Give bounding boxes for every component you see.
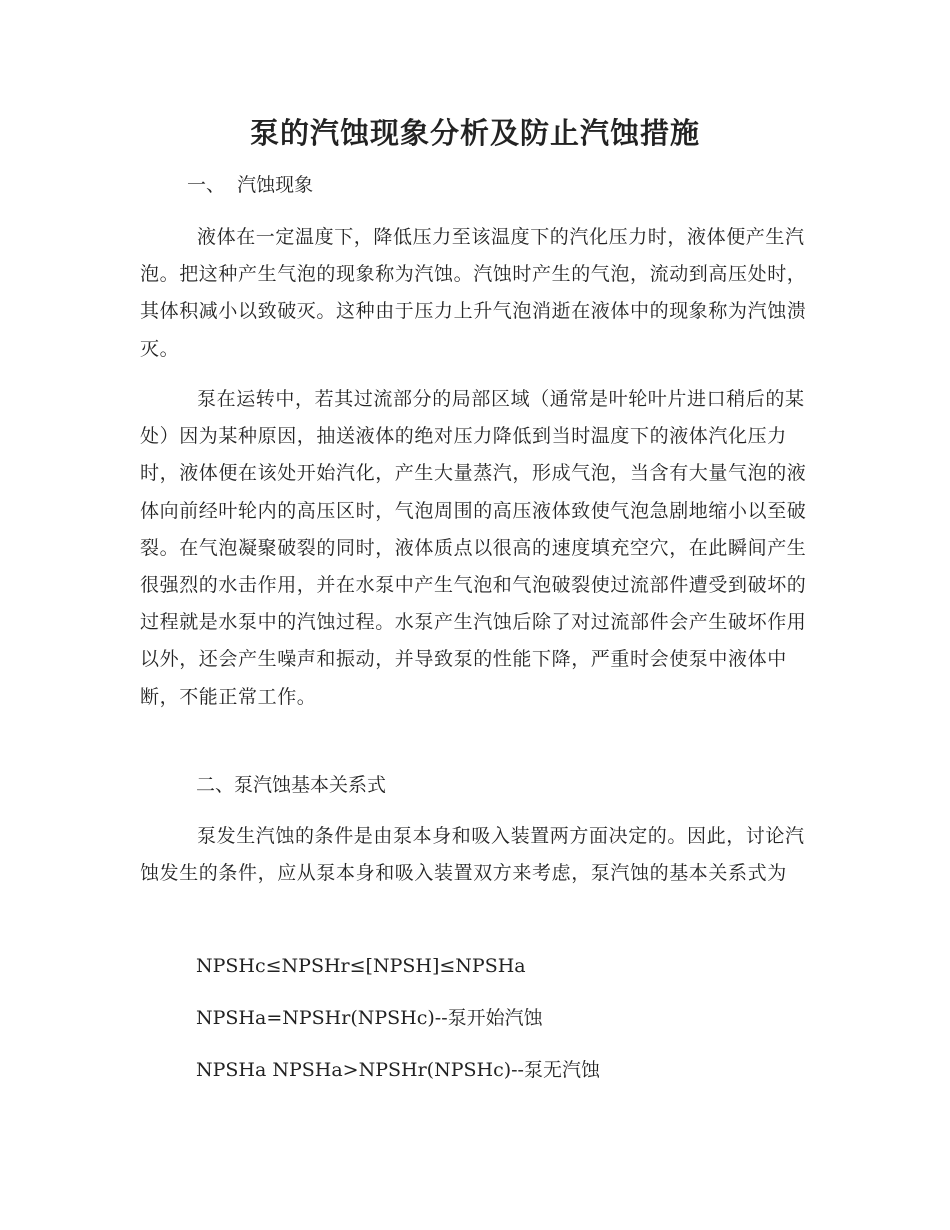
- formula-no-cavitation: NPSHa NPSHa>NPSHr(NPSHc)--泵无汽蚀: [196, 1059, 600, 1081]
- document-title: 泵的汽蚀现象分析及防止汽蚀措施: [249, 116, 700, 150]
- paragraph-cavitation-definition: 液体在一定温度下，降低压力至该温度下的汽化压力时，液体便产生汽泡。把这种产生气泡的现象称为汽蚀。汽蚀时产生的气泡，流动到高压处时，其体积减小以致破灭。这种由于压力上升气泡消逝在液体中的现象称为汽蚀溃灭。: [140, 226, 807, 360]
- formula-npsh-inequality: NPSHc≤NPSHr≤[NPSH]≤NPSHa: [196, 955, 526, 977]
- paragraph-cavitation-conditions: 泵发生汽蚀的条件是由泵本身和吸入装置两方面决定的。因此，讨论汽蚀发生的条件，应从泵本身和吸入装置双方来考虑，泵汽蚀的基本关系式为: [140, 825, 805, 885]
- section-heading-basic-relations: 二、泵汽蚀基本关系式: [196, 774, 387, 796]
- paragraph-pump-cavitation-process: 泵在运转中，若其过流部分的局部区域（通常是叶轮叶片进口稍后的某处）因为某种原因，抽送液体的绝对压力降低到当时温度下的液体汽化压力时，液体便在该处开始汽化，产生大量蒸汽，形成气泡，当含有大量气泡的液体向前经叶轮内的高压区时，气泡周围的高压液体致使气泡急剧地缩小以至破裂。在气泡凝聚破裂的同时，液体质点以很高的速度填充空穴，在此瞬间产生很强烈的水击作用，并在水泵中产生气泡和气泡破裂使过流部件遭受到破坏的过程就是水泵中的汽蚀过程。水泵产生汽蚀后除了对过流部件会产生破坏作用以外，还会产生噪声和振动，并导致泵的性能下降，严重时会使泵中液体中断，不能正常工作。: [140, 388, 807, 708]
- formula-cavitation-onset: NPSHa=NPSHr(NPSHc)--泵开始汽蚀: [196, 1007, 543, 1029]
- section-heading-cavitation-phenomenon: 一、 汽蚀现象: [187, 174, 314, 196]
